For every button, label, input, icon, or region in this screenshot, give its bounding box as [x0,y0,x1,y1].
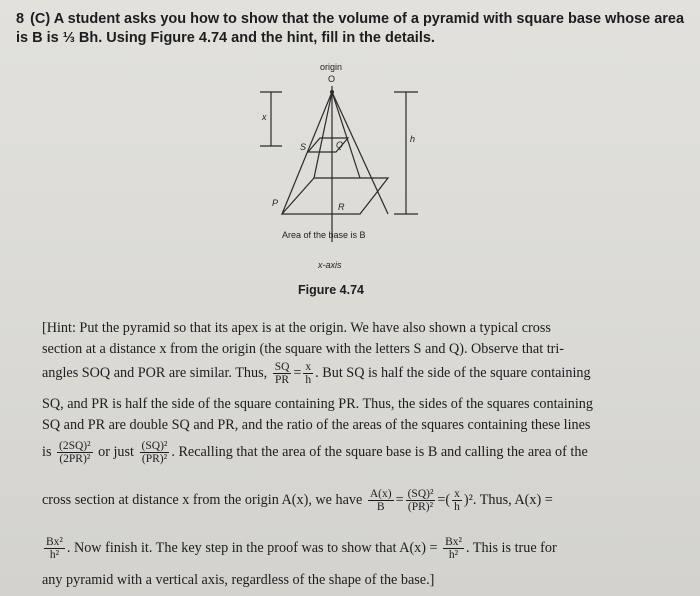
fraction-bx2-h2-2: $\frac{\text{Bx²}}{\text{h²}}$ [445,536,462,561]
fraction-ax-b: $\frac{A(x)}{B}$ [369,488,392,513]
x-dimension-label: x [262,112,267,122]
fraction-sq-pr-squared: $\frac{\text{(SQ)²}}{\text{(PR)²}}$ [141,440,168,465]
question-number: 8 [16,11,25,27]
origin-label: origin [320,62,343,72]
hint-line-5: SQ and PR are double SQ and PR, and the ratio of the areas of the squares containing these lines [42,417,591,433]
figure-4-74 [240,62,480,298]
hint-line-4: SQ, and PR is half the side of the square containing PR. Thus, the sides of the squares containing [42,396,593,412]
point-q-label: Q [336,140,344,150]
fraction-x-h: $\frac{x}{h}$ [305,361,312,386]
h-dimension-label: h [410,134,416,144]
fraction-bx2-h2: $\frac{\text{Bx²}}{\text{h²}}$ [46,536,63,561]
fraction-x-h-paren: $\frac{x}{h}$ [454,488,460,513]
fraction-sq-pr-squared-2: $\frac{\text{(SQ)²}}{\text{(PR)²}}$ [407,488,434,513]
hint-line-3: angles SOQ and POR are similar. Thus, $\frac{SQ}{PR}$ = $\frac{x}{h}$ . But SQ is half the side of the square containing [42,361,591,386]
point-p-label: P [272,198,279,208]
hint-line-7: cross section at distance x from the origin A(x), we have $\frac{A(x)}{B}$ = $\frac{\text{(SQ)²}}{\text{(PR)²}}$ =( $\frac{x}{h}$ )². Thus, A(x) = [42,488,553,513]
hint-line-8: $\frac{\text{Bx²}}{\text{h²}}$ . Now finish it. The key step in the proof was to show that A(x) = $\frac{\text{Bx²}}{\text{h²}}$ . This is true for [46,536,557,561]
hint-line-1: [Hint: Put the pyramid so that its apex is at the origin. We have also shown a typical cross [42,320,551,336]
fraction-sq-pr: $\frac{SQ}{PR}$ [274,361,290,386]
figure-caption: Figure 4.74 [298,283,364,297]
x-axis-label: x-axis [318,260,342,270]
point-r-label: R [338,202,345,212]
fraction-2sq-2pr: $\frac{\text{(2SQ)²}}{\text{(2PR)²}}$ [59,440,91,465]
pyramid-diagram [240,66,480,298]
hint-line-6: is $\frac{\text{(2SQ)²}}{\text{(2PR)²}}$ or just $\frac{\text{(SQ)²}}{\text{(PR)²}}$ . Recalling that the area of the square base is B and calling the area of the [42,440,588,465]
hint-line-9: any pyramid with a vertical axis, regardless of the shape of the base.] [42,572,435,588]
base-area-label: Area of the base is B [282,230,366,240]
point-s-label: S [300,142,307,152]
hint-line-2: section at a distance x from the origin (the square with the letters S and Q). Observe that tri- [42,341,565,357]
question-text [16,10,688,48]
origin-point-label: O [328,74,336,84]
question-body: (C) A student asks you how to show that the volume of a pyramid with square base whose area is B is ⅓ Bh. Using Figure 4.74 and the hint, fill in the details. [16,11,685,46]
